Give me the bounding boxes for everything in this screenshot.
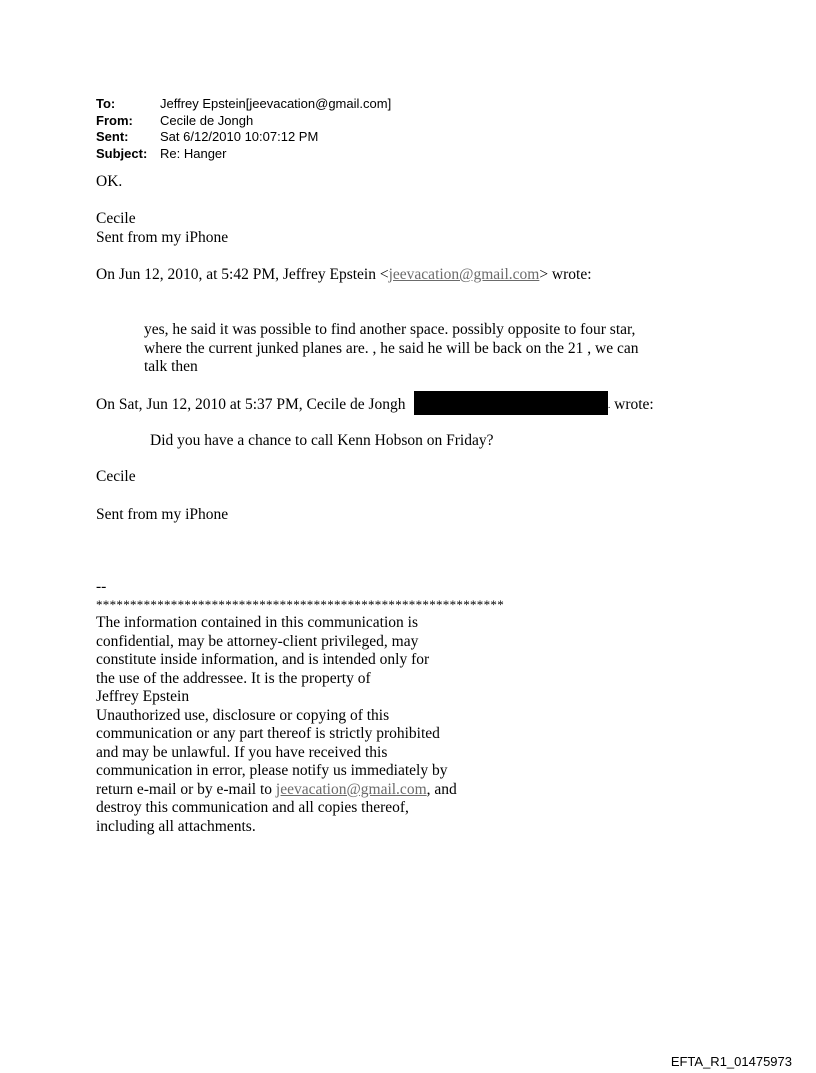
quoted-line: yes, he said it was possible to find another space. possibly opposite to four star, bbox=[144, 321, 636, 338]
disclaimer-line: communication or any part thereof is strictly prohibited bbox=[96, 725, 440, 742]
disclaimer-email-suffix: , and bbox=[426, 780, 457, 798]
to-label: To: bbox=[96, 96, 116, 111]
quoted-reply bbox=[144, 321, 639, 377]
redaction-box bbox=[414, 391, 608, 415]
disclaimer-line: destroy this communication and all copies thereof, bbox=[96, 799, 409, 816]
disclaimer-line: including all attachments. bbox=[96, 817, 256, 835]
quote-header-2-suffix: . wrote: bbox=[608, 396, 654, 413]
quote-header-1 bbox=[96, 266, 592, 285]
from-label: From: bbox=[96, 112, 133, 128]
reply-text: OK. bbox=[96, 173, 123, 190]
subject-value: Re: Hanger bbox=[160, 145, 227, 161]
subject-row bbox=[96, 146, 391, 163]
disclaimer-line: communication in error, please notify us immediately by bbox=[96, 762, 448, 779]
disclaimer-email-prefix: return e-mail or by e-mail to bbox=[96, 780, 276, 798]
disclaimer-line: The information contained in this communication is bbox=[96, 614, 418, 631]
to-row bbox=[96, 96, 391, 113]
signature-separator: -- bbox=[96, 578, 107, 595]
disclaimer-block bbox=[96, 614, 457, 836]
from-value: Cecile de Jongh bbox=[160, 112, 254, 128]
quote-header-1-suffix: > wrote: bbox=[539, 266, 592, 283]
disclaimer-email-link[interactable]: jeevacation@gmail.com bbox=[275, 780, 427, 798]
disclaimer-line: constitute inside information, and is intended only for bbox=[96, 651, 430, 668]
quote-header-1-prefix: On Jun 12, 2010, at 5:42 PM, Jeffrey Epstein < bbox=[96, 266, 389, 283]
sent-value: Sat 6/12/2010 10:07:12 PM bbox=[160, 129, 319, 144]
star-divider: ************************************************************ bbox=[96, 597, 504, 612]
disclaimer-line: Unauthorized use, disclosure or copying of this bbox=[96, 706, 390, 724]
subject-label: Subject: bbox=[96, 145, 148, 161]
to-value: Jeffrey Epstein[jeevacation@gmail.com] bbox=[160, 96, 392, 111]
disclaimer-line-email bbox=[96, 781, 457, 800]
signature2-device: Sent from my iPhone bbox=[96, 506, 229, 523]
disclaimer-line: the use of the addressee. It is the property of bbox=[96, 669, 371, 687]
disclaimer-line: confidential, may be attorney-client privileged, may bbox=[96, 632, 419, 650]
quote-header-2-prefix: On Sat, Jun 12, 2010 at 5:37 PM, Cecile de Jongh bbox=[96, 396, 406, 413]
sent-label: Sent: bbox=[96, 129, 129, 144]
signature-name: Cecile bbox=[96, 210, 136, 227]
disclaimer-line: and may be unlawful. If you have received this bbox=[96, 743, 388, 761]
disclaimer-line: Jeffrey Epstein bbox=[96, 688, 190, 705]
question-text: Did you have a chance to call Kenn Hobson on Friday? bbox=[150, 432, 494, 449]
sent-row bbox=[96, 129, 391, 146]
email-link[interactable]: jeevacation@gmail.com bbox=[388, 266, 540, 283]
quoted-line: where the current junked planes are. , he said he will be back on the 21 , we can bbox=[144, 339, 639, 357]
quoted-line: talk then bbox=[144, 358, 198, 375]
document-id: EFTA_R1_01475973 bbox=[670, 1054, 792, 1069]
wrote-text: wrote: bbox=[614, 396, 654, 413]
from-row bbox=[96, 113, 391, 130]
signature2-name: Cecile bbox=[96, 468, 136, 485]
signature-device: Sent from my iPhone bbox=[96, 229, 229, 246]
email-header bbox=[96, 96, 391, 162]
